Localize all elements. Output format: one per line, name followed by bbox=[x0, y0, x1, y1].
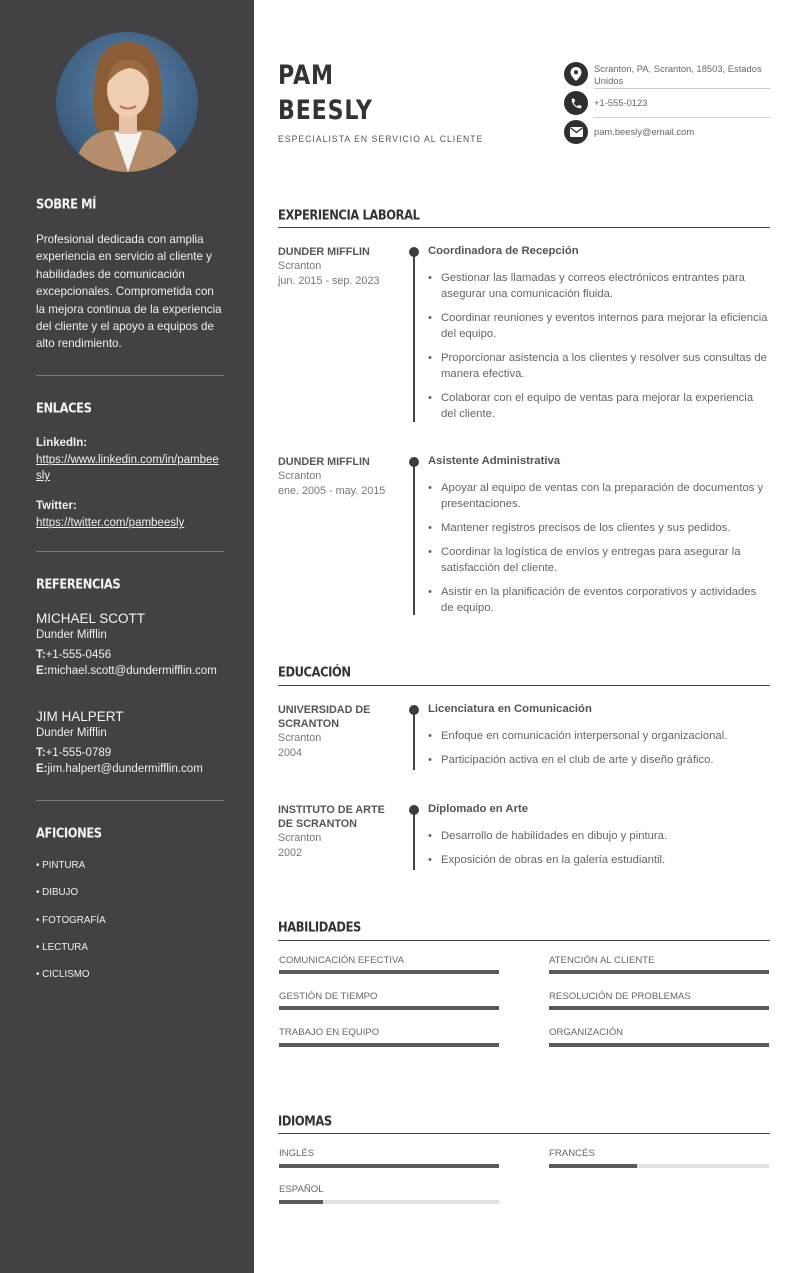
date-range: ene. 2005 - may. 2015 bbox=[278, 484, 386, 497]
section-rule bbox=[278, 940, 770, 941]
about-section-title: SOBRE MÍ bbox=[36, 196, 97, 213]
timeline-dot bbox=[409, 247, 419, 257]
timeline-line bbox=[413, 462, 415, 615]
section-rule bbox=[278, 685, 770, 686]
experience-entry-meta bbox=[278, 455, 396, 498]
skill-label: COMUNICACIÓN EFECTIVA bbox=[279, 955, 405, 966]
contact-divider bbox=[594, 88, 770, 89]
education-bullet: • Enfoque en comunicación interpersonal y organizacional. bbox=[428, 728, 768, 744]
language-label: ESPAÑOL bbox=[279, 1184, 324, 1195]
timeline-line bbox=[413, 810, 415, 870]
skill-bar bbox=[549, 1043, 769, 1047]
skill-label: GESTIÓN DE TIEMPO bbox=[279, 991, 378, 1002]
link-twitter bbox=[36, 498, 224, 531]
job-role: Asistente Administrativa bbox=[428, 455, 561, 467]
sidebar bbox=[0, 0, 254, 1273]
skill-bar bbox=[279, 970, 499, 974]
job-bullet: • Gestionar las llamadas y correos electrónicos entrantes para asegurar una comunicación fluida. bbox=[428, 270, 768, 302]
twitter-label: Twitter: bbox=[36, 500, 77, 512]
profile-photo bbox=[56, 32, 198, 172]
company-name: DUNDER MIFFLIN bbox=[278, 246, 370, 258]
hobbies-section-title: AFICIONES bbox=[36, 825, 102, 842]
skill-bar-fill bbox=[549, 1043, 769, 1047]
sidebar-divider bbox=[36, 375, 224, 376]
job-title: ESPECIALISTA EN SERVICIO AL CLIENTE bbox=[278, 134, 484, 145]
job-bullet: • Coordinar la logística de envíos y entregas para asegurar la satisfacción del cliente. bbox=[428, 544, 768, 576]
school-name: INSTITUTO DE ARTE DE SCRANTON bbox=[278, 804, 385, 830]
hobby-item: • FOTOGRAFÍA bbox=[36, 915, 106, 926]
education-bullet: • Desarrollo de habilidades en dibujo y pintura. bbox=[428, 828, 768, 844]
contact-email: pam.beesly@email.com bbox=[594, 126, 695, 137]
hobby-item: • PINTURA bbox=[36, 860, 86, 871]
reference-item bbox=[36, 708, 224, 777]
skill-label: ORGANIZACIÓN bbox=[549, 1027, 624, 1038]
graduation-year: 2002 bbox=[278, 846, 303, 859]
sidebar-divider bbox=[36, 800, 224, 801]
email-icon bbox=[564, 120, 588, 144]
timeline-line bbox=[413, 710, 415, 770]
link-linkedin bbox=[36, 435, 224, 484]
job-bullet: • Asistir en la planificación de eventos corporativos y actividades de equipo. bbox=[428, 584, 768, 616]
skill-bar bbox=[549, 1006, 769, 1010]
contact-phone: +1-555-0123 bbox=[594, 97, 648, 108]
school-location: Scranton bbox=[278, 732, 322, 744]
job-bullet: • Coordinar reuniones y eventos internos para mejorar la eficiencia del equipo. bbox=[428, 310, 768, 342]
reference-item bbox=[36, 610, 224, 679]
first-name: PAM bbox=[278, 60, 334, 91]
experience-entry-meta bbox=[278, 245, 396, 288]
company-name: DUNDER MIFFLIN bbox=[278, 456, 370, 468]
skill-bar bbox=[549, 970, 769, 974]
timeline-line bbox=[413, 252, 415, 422]
job-bullet: • Proporcionar asistencia a los clientes y resolver sus consultas de manera efectiva. bbox=[428, 350, 768, 382]
reference-phone: T:+1-555-0789 bbox=[36, 747, 112, 760]
skill-bar-fill bbox=[549, 970, 769, 974]
degree-name: Licenciatura en Comunicación bbox=[428, 703, 592, 715]
skill-bar-fill bbox=[279, 970, 499, 974]
education-section-title: EDUCACIÓN bbox=[278, 664, 351, 681]
timeline-dot bbox=[409, 705, 419, 715]
language-label: FRANCÉS bbox=[549, 1148, 595, 1159]
language-label: INGLÉS bbox=[279, 1148, 315, 1159]
company-location: Scranton bbox=[278, 260, 322, 272]
hobby-item: • CICLISMO bbox=[36, 969, 90, 980]
linkedin-label: LinkedIn: bbox=[36, 437, 88, 449]
contact-divider bbox=[594, 117, 770, 118]
skill-label: TRABAJO EN EQUIPO bbox=[279, 1027, 380, 1038]
links-section-title: ENLACES bbox=[36, 400, 92, 417]
job-bullet: • Mantener registros precisos de los clientes y sus pedidos. bbox=[428, 520, 768, 536]
experience-section-title: EXPERIENCIA LABORAL bbox=[278, 207, 420, 224]
twitter-url-link[interactable]: https://twitter.com/pambeesly bbox=[36, 517, 185, 530]
languages-section-title: IDIOMAS bbox=[278, 1113, 332, 1130]
skill-bar-fill bbox=[549, 1006, 769, 1010]
skill-bar bbox=[279, 1043, 499, 1047]
job-role: Coordinadora de Recepción bbox=[428, 245, 579, 257]
contact-address: Scranton, PA, Scranton, 18503, Estados Unidos bbox=[594, 63, 762, 86]
section-rule bbox=[278, 1133, 770, 1134]
language-bar-fill bbox=[279, 1164, 499, 1168]
reference-name: MICHAEL SCOTT bbox=[36, 611, 146, 626]
language-bar bbox=[279, 1200, 499, 1204]
about-text: Profesional dedicada con amplia experiencia en servicio al cliente y habilidades de comunicación excepcionales. Comprometida con la mejora continua de la experiencia del cliente y el apoyo a equipos de alto rendimiento. bbox=[36, 233, 222, 351]
skills-section-title: HABILIDADES bbox=[278, 919, 361, 936]
language-bar bbox=[549, 1164, 769, 1168]
last-name: BEESLY bbox=[278, 95, 373, 126]
company-location: Scranton bbox=[278, 470, 322, 482]
job-bullet: • Apoyar al equipo de ventas con la preparación de documentos y presentaciones. bbox=[428, 480, 768, 512]
references-section-title: REFERENCIAS bbox=[36, 576, 121, 593]
linkedin-url-link[interactable]: https://www.linkedin.com/in/pambeesly bbox=[36, 454, 219, 483]
education-entry-meta bbox=[278, 803, 396, 860]
reference-company: Dunder Mifflin bbox=[36, 629, 107, 642]
reference-phone: T:+1-555-0456 bbox=[36, 649, 112, 662]
skill-bar-fill bbox=[279, 1043, 499, 1047]
job-bullet: • Colaborar con el equipo de ventas para mejorar la experiencia del cliente. bbox=[428, 390, 768, 422]
skill-bar bbox=[279, 1006, 499, 1010]
education-bullet: • Exposición de obras en la galería estudiantil. bbox=[428, 852, 768, 868]
reference-company: Dunder Mifflin bbox=[36, 727, 107, 740]
sidebar-divider bbox=[36, 551, 224, 552]
language-bar-fill bbox=[279, 1200, 323, 1204]
date-range: jun. 2015 - sep. 2023 bbox=[278, 274, 380, 287]
timeline-dot bbox=[409, 457, 419, 467]
school-location: Scranton bbox=[278, 832, 322, 844]
skill-label: ATENCIÓN AL CLIENTE bbox=[549, 955, 655, 966]
skill-label: RESOLUCIÓN DE PROBLEMAS bbox=[549, 991, 691, 1002]
hobby-item: • DIBUJO bbox=[36, 887, 79, 898]
school-name: UNIVERSIDAD DE SCRANTON bbox=[278, 704, 371, 730]
education-entry-meta bbox=[278, 703, 396, 760]
reference-email: E:michael.scott@dundermifflin.com bbox=[36, 665, 217, 678]
degree-name: Diplomado en Arte bbox=[428, 803, 529, 815]
language-bar-fill bbox=[549, 1164, 637, 1168]
reference-name: JIM HALPERT bbox=[36, 709, 124, 724]
section-rule bbox=[278, 227, 770, 228]
graduation-year: 2004 bbox=[278, 746, 303, 759]
education-bullet: • Participación activa en el club de arte y diseño gráfico. bbox=[428, 752, 768, 768]
language-bar bbox=[279, 1164, 499, 1168]
location-pin-icon bbox=[564, 62, 588, 86]
phone-icon bbox=[564, 91, 588, 115]
timeline-dot bbox=[409, 805, 419, 815]
reference-email: E:jim.halpert@dundermifflin.com bbox=[36, 763, 203, 776]
hobby-item: • LECTURA bbox=[36, 942, 88, 953]
skill-bar-fill bbox=[279, 1006, 499, 1010]
